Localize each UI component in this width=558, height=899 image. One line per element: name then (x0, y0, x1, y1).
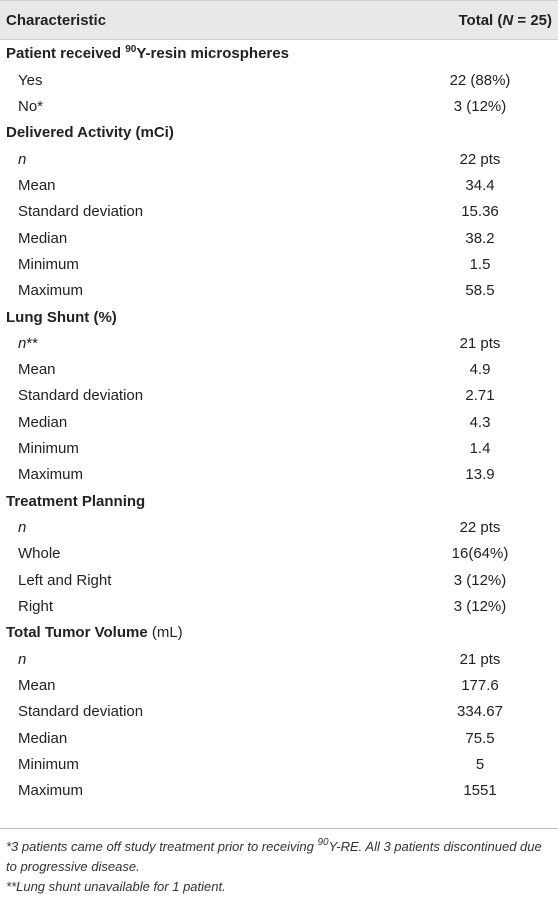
header-characteristic: Characteristic (6, 11, 107, 29)
table-footnotes (6, 837, 554, 897)
table-row (0, 646, 558, 672)
row-label-text: n (18, 335, 27, 353)
row-label-text: n (18, 150, 27, 168)
row-label (18, 335, 38, 352)
header-total-n: N (502, 11, 514, 29)
section-title-sup: 90 (125, 44, 137, 55)
row-label-text: Minimum (18, 755, 79, 773)
table-row (0, 409, 558, 435)
row-label (18, 361, 56, 378)
header-total-suffix: = 25) (513, 11, 552, 29)
row-value: 22 pts (459, 519, 501, 537)
row-label (18, 387, 143, 404)
header-total-prefix: Total ( (458, 11, 503, 29)
row-label-text: Median (18, 413, 68, 431)
row-label-footnote-mark: ** (26, 335, 39, 353)
row-label-text: Standard deviation (18, 203, 144, 221)
table-row (0, 225, 558, 251)
table-row (0, 93, 558, 119)
row-value: 1.4 (469, 439, 491, 457)
table-row (0, 725, 558, 751)
row-value: 4.9 (469, 361, 491, 379)
row-value: 3 (12%) (453, 571, 507, 589)
table-row (0, 251, 558, 277)
table-row (0, 593, 558, 619)
section-title-text: Lung Shunt (%) (6, 308, 117, 326)
section-title (6, 45, 289, 62)
row-label-text: Mean (18, 177, 56, 195)
table-row (0, 67, 558, 93)
table-row (0, 277, 558, 303)
row-value: 1.5 (469, 255, 491, 273)
table-row (0, 567, 558, 593)
table-row (0, 751, 558, 777)
table-row (0, 173, 558, 199)
row-label (18, 256, 79, 273)
table-header-row (0, 0, 558, 40)
table-row (0, 461, 558, 487)
table-row (0, 146, 558, 172)
row-label (18, 730, 67, 747)
section-header-row (0, 488, 558, 515)
row-label (18, 440, 79, 457)
row-label (18, 203, 143, 220)
table-row (0, 357, 558, 383)
row-value: 22 (88%) (449, 71, 511, 89)
row-label (18, 151, 26, 168)
row-label-text: Whole (18, 545, 61, 563)
row-value: 2.71 (465, 387, 495, 405)
row-label-text: Standard deviation (18, 703, 144, 721)
row-label-text: Mean (18, 677, 56, 695)
section-title (6, 624, 183, 641)
section-title (6, 124, 174, 141)
table-bottom-divider (0, 828, 558, 829)
row-value: 4.3 (469, 413, 491, 431)
row-label (18, 782, 83, 799)
table-body (0, 40, 558, 804)
row-label-text: Yes (18, 71, 43, 89)
section-title-text: Treatment Planning (6, 492, 146, 510)
row-value: 21 pts (459, 335, 501, 353)
row-value: 3 (12%) (453, 597, 507, 615)
row-label (18, 545, 61, 562)
row-value: 15.36 (461, 203, 499, 221)
row-label (18, 572, 111, 589)
footnote-1-sup: 90 (317, 837, 329, 848)
row-value: 3 (12%) (453, 97, 507, 115)
header-total (458, 12, 552, 29)
section-title-text-b: Y-resin microspheres (136, 45, 289, 62)
row-value: 177.6 (461, 677, 499, 695)
row-label-text: Right (18, 597, 54, 615)
row-label (18, 466, 83, 483)
row-label (18, 72, 42, 89)
row-label (18, 230, 67, 247)
row-value: 38.2 (465, 229, 495, 247)
row-label-text: Mean (18, 361, 56, 379)
row-value: 75.5 (465, 729, 495, 747)
row-label (18, 677, 56, 694)
table-row (0, 699, 558, 725)
footnote-2: **Lung shunt unavailable for 1 patient. (6, 879, 226, 894)
section-header-row (0, 119, 558, 146)
section-title (6, 309, 117, 326)
section-title (6, 493, 145, 510)
table-row (0, 515, 558, 541)
row-value: 16(64%) (451, 545, 509, 563)
row-value: 22 pts (459, 150, 501, 168)
row-label (18, 651, 26, 668)
table-row (0, 435, 558, 461)
table-row (0, 199, 558, 225)
row-value: 13.9 (465, 466, 495, 484)
row-label-text: Maximum (18, 466, 84, 484)
table-row (0, 673, 558, 699)
table-row (0, 541, 558, 567)
row-label-text: Maximum (18, 281, 84, 299)
row-label (18, 598, 53, 615)
row-value: 34.4 (465, 177, 495, 195)
row-label (18, 703, 143, 720)
row-label (18, 519, 26, 536)
row-label-text: Maximum (18, 781, 84, 799)
table-row (0, 777, 558, 803)
row-label (18, 282, 83, 299)
row-label-text: Median (18, 729, 68, 747)
section-title-text: Patient received (6, 45, 126, 62)
row-label-text: Standard deviation (18, 387, 144, 405)
footnote-1 (6, 837, 554, 877)
row-label-text: n (18, 519, 27, 537)
section-header-row (0, 40, 558, 67)
footnote-1-text-a: *3 patients came off study treatment prior to receiving (6, 839, 318, 854)
row-label (18, 756, 79, 773)
row-label-text: Left and Right (18, 571, 112, 589)
row-value: 334.67 (457, 703, 503, 721)
row-value: 21 pts (459, 650, 501, 668)
table-row (0, 383, 558, 409)
row-value: 1551 (463, 781, 497, 799)
section-header-row (0, 619, 558, 646)
section-header-row (0, 304, 558, 331)
row-label-text: n (18, 650, 27, 668)
table-row (0, 331, 558, 357)
row-label-text: Minimum (18, 255, 79, 273)
row-label-text: No* (18, 97, 44, 115)
footnote-1-text-b: Y-RE. All 3 patients discontinued due to progressive disease. (6, 839, 542, 874)
section-title-text: Delivered Activity (mCi) (6, 124, 174, 142)
row-value: 5 (475, 755, 485, 773)
section-title-unit: (mL) (147, 624, 183, 642)
section-title-text: Total Tumor Volume (6, 624, 148, 642)
row-label (18, 98, 43, 115)
row-value: 58.5 (465, 281, 495, 299)
row-label (18, 177, 56, 194)
row-label-text: Minimum (18, 439, 79, 457)
row-label-text: Median (18, 229, 68, 247)
row-label (18, 414, 67, 431)
